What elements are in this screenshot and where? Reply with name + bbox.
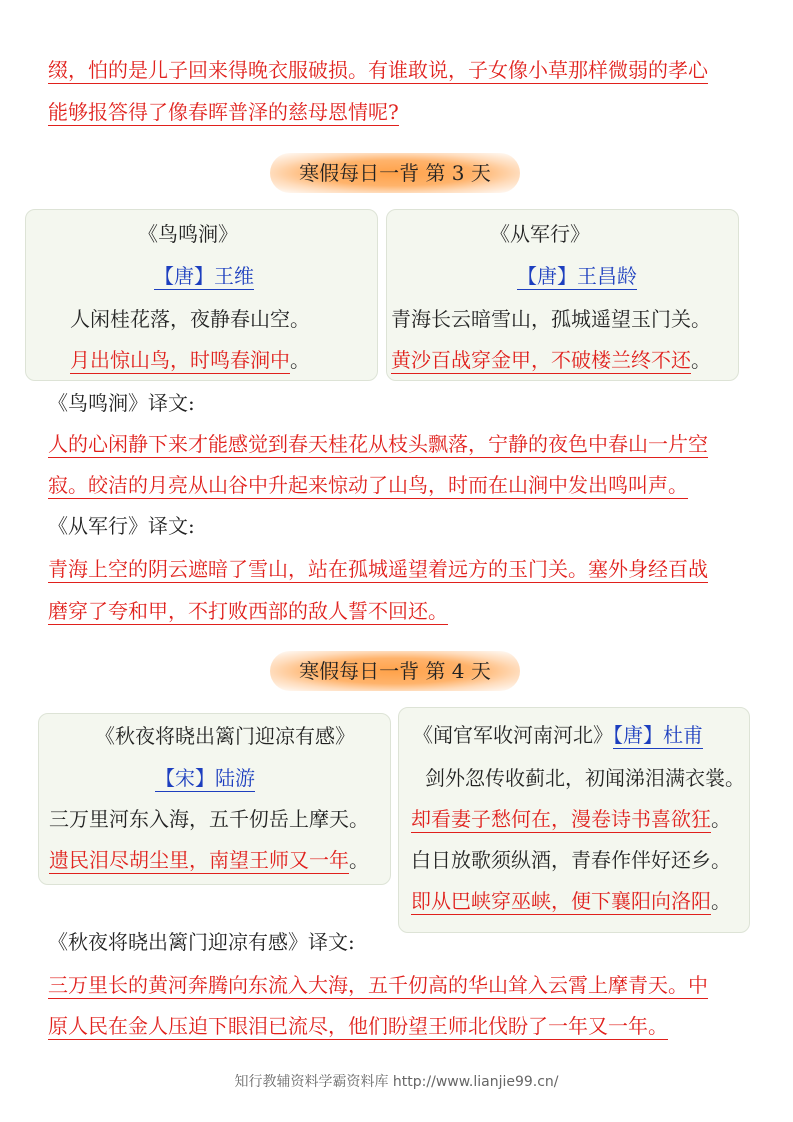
poem-author: 【宋】陆游 — [155, 766, 255, 790]
translation-label: 《秋夜将晓出篱门迎凉有感》译文: — [48, 930, 355, 954]
poem-card-niaomingjian — [25, 209, 378, 381]
poem-line: 人闲桂花落，夜静春山空。 — [70, 307, 310, 331]
poem-line: 白日放歌须纵酒，青春作伴好还乡。 — [411, 848, 731, 872]
poem-title: 《从军行》 — [490, 222, 590, 246]
poem-line-highlight: 月出惊山鸟，时鸣春涧中。 — [70, 348, 310, 372]
translation-line: 青海上空的阴云遮暗了雪山，站在孤城遥望着远方的玉门关。塞外身经百战 — [48, 557, 708, 581]
translation-line: 三万里长的黄河奔腾向东流入大海，五千仞高的华山耸入云霄上摩青天。中 — [48, 973, 708, 997]
day4-banner: 寒假每日一背 第 4 天 — [270, 651, 520, 691]
poem-title: 《鸟鸣涧》 — [138, 222, 238, 246]
poem-line-highlight: 却看妻子愁何在，漫卷诗书喜欲狂。 — [411, 807, 731, 831]
top-para-line-1: 缀，怕的是儿子回来得晚衣服破损。有谁敢说，子女像小草那样微弱的孝心 — [48, 58, 708, 82]
poem-title-author: 《闻官军收河南河北》【唐】杜甫 — [413, 723, 703, 747]
poem-line-highlight: 遗民泪尽胡尘里，南望王师又一年。 — [49, 848, 369, 872]
poem-line: 三万里河东入海，五千仞岳上摩天。 — [49, 807, 369, 831]
translation-label: 《鸟鸣涧》译文: — [48, 391, 195, 415]
poem-line: 青海长云暗雪山，孤城遥望玉门关。 — [391, 307, 711, 331]
poem-line-highlight: 即从巴峡穿巫峡，便下襄阳向洛阳。 — [411, 889, 731, 913]
translation-line: 磨穿了夸和甲，不打败西部的敌人誓不回还。 — [48, 599, 448, 623]
poem-line: 剑外忽传收蓟北，初闻涕泪满衣裳。 — [425, 766, 745, 790]
poem-card-qiuye — [38, 713, 391, 885]
poem-card-congjunxing — [386, 209, 739, 381]
poem-author: 【唐】王维 — [154, 264, 254, 288]
translation-line: 人的心闲静下来才能感觉到春天桂花从枝头飘落，宁静的夜色中春山一片空 — [48, 432, 708, 456]
top-para-line-2: 能够报答得了像春晖普泽的慈母恩情呢? — [48, 100, 399, 124]
day3-banner: 寒假每日一背 第 3 天 — [270, 153, 520, 193]
translation-line: 原人民在金人压迫下眼泪已流尽，他们盼望王师北伐盼了一年又一年。 — [48, 1014, 668, 1038]
poem-card-wenguanjun — [398, 707, 750, 933]
footer-watermark: 知行教辅资料学霸资料库 http://www.lianjie99.cn/ — [234, 1074, 559, 1090]
poem-title: 《秋夜将晓出篱门迎凉有感》 — [95, 724, 355, 748]
poem-author: 【唐】王昌龄 — [517, 264, 637, 288]
translation-line: 寂。皎洁的月亮从山谷中升起来惊动了山鸟，时而在山涧中发出鸣叫声。 — [48, 473, 688, 497]
poem-line-highlight: 黄沙百战穿金甲，不破楼兰终不还。 — [391, 348, 711, 372]
translation-label: 《从军行》译文: — [48, 514, 195, 538]
